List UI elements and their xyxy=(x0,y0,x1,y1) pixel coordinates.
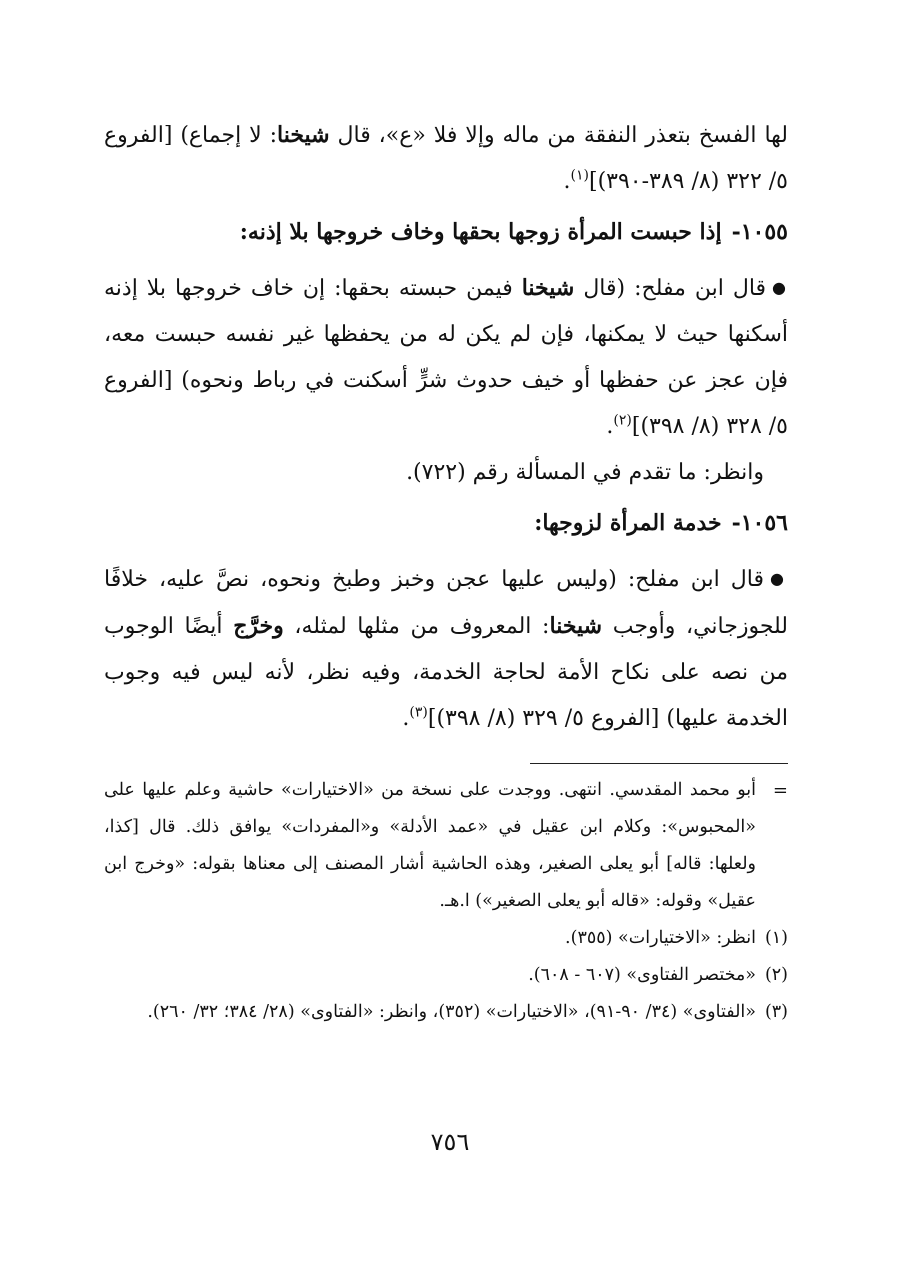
footnote-2-mark: (٢) xyxy=(764,965,788,985)
paragraph-1056 xyxy=(104,556,788,742)
heading-1055 xyxy=(104,209,788,255)
heading-1055-number: ١٠٥٥- xyxy=(731,219,788,245)
intro-sheikh: شيخنا xyxy=(276,122,330,148)
footnote-1-mark: (١) xyxy=(764,928,788,948)
intro-paragraph xyxy=(104,112,788,205)
bullet-icon: ● xyxy=(772,278,788,297)
heading-1056 xyxy=(104,500,788,546)
intro-text-2: : لا إجماع) [الفروع ٥/ ٣٢٢ (٨/ ٣٨٩-٣٩٠)] xyxy=(104,123,788,194)
footnote-2-text: «مختصر الفتاوى» (٦٠٧ - ٦٠٨). xyxy=(528,965,756,985)
p1055-sheikh: شيخنا xyxy=(521,275,575,301)
heading-1055-title: إذا حبست المرأة زوجها بحقها وخاف خروجها بلا إذنه: xyxy=(239,219,722,245)
footnotes xyxy=(104,772,788,1031)
p1056-kharraj: وخرَّج xyxy=(233,613,284,639)
p1055-text-2: فيمن حبسته بحقها: إن خاف خروجها بلا إذنه أسكنها حيث لا يمكنها، فإن لم يكن له من يحفظها غير نفسه حبست معه، فإن عجز عن حفظها أو خيف حدوث شرٍّ أسكنت في رباط ونحوه) [الفروع ٥/ ٣٢٨ (٨/ ٣٩٨)] xyxy=(104,276,788,439)
footnote-1-text: انظر: «الاختيارات» (٣٥٥). xyxy=(565,928,756,948)
heading-1056-title: خدمة المرأة لزوجها: xyxy=(534,510,722,536)
footnote-separator xyxy=(530,763,788,764)
see-also-line: وانظر: ما تقدم في المسألة رقم (٧٢٢). xyxy=(406,460,764,485)
intro-text-1: لها الفسخ بتعذر النفقة من ماله وإلا فلا «ع»، قال xyxy=(329,123,788,148)
footnote-ref-3: (٣) xyxy=(409,704,428,721)
p1056-sheikh: شيخنا xyxy=(549,613,603,639)
p1056-text-3: أيضًا الوجوب من نصه على نكاح الأمة لحاجة الخدمة، وفيه نظر، لأنه ليس فيه وجوب الخدمة عليها) [الفروع ٥/ ٣٢٩ (٨/ ٣٩٨)] xyxy=(104,614,788,731)
footnote-continuation-text: أبو محمد المقدسي. انتهى. ووجدت على نسخة من «الاختيارات» حاشية وعلم عليها على «المحبوس»: وكلام ابن عقيل في «عمد الأدلة» و«المفردات» يوافق ذلك. قال [كذا، ولعلها: قاله] أبو يعلى الصغير، وهذه الحاشية أشار المصنف إلى معناها بقوله: «وخرج ابن عقيل» وقوله: «قاله أبو يعلى الصغير») ا.هـ. xyxy=(104,780,756,911)
intro-end: . xyxy=(563,169,571,194)
footnote-3-mark: (٣) xyxy=(764,1002,788,1022)
page-number: ٧٥٦ xyxy=(430,1128,470,1156)
footnote-3-text: «الفتاوى» (٣٤/ ٩٠-٩١)، «الاختيارات» (٣٥٢)، وانظر: «الفتاوى» (٢٨/ ٣٨٤؛ ٣٢/ ٢٦٠). xyxy=(147,1002,756,1022)
footnote-3 xyxy=(104,994,788,1031)
p1056-end: . xyxy=(402,706,410,731)
heading-1056-number: ١٠٥٦- xyxy=(731,510,788,536)
p1055-end: . xyxy=(606,414,614,439)
p1055-text-1: قال ابن مفلح: (قال xyxy=(574,276,767,301)
footnote-continuation xyxy=(104,772,788,920)
main-text xyxy=(104,112,788,742)
continuation-mark: = xyxy=(772,780,788,801)
bullet-icon: ● xyxy=(769,569,788,588)
p1056-text-1: قال ابن مفلح: (وليس عليها عجن وخبز وطبخ ونحوه، نصَّ عليه، خلافًا للجوزجاني، وأوجب xyxy=(104,567,789,639)
footnote-1 xyxy=(104,920,788,957)
footnote-ref-2: (٢) xyxy=(613,412,632,429)
footnote-ref-1: (١) xyxy=(570,167,589,184)
footnote-2 xyxy=(104,957,788,994)
p1056-text-2: : المعروف من مثلها لمثله، xyxy=(283,614,550,639)
paragraph-1055 xyxy=(104,265,788,450)
